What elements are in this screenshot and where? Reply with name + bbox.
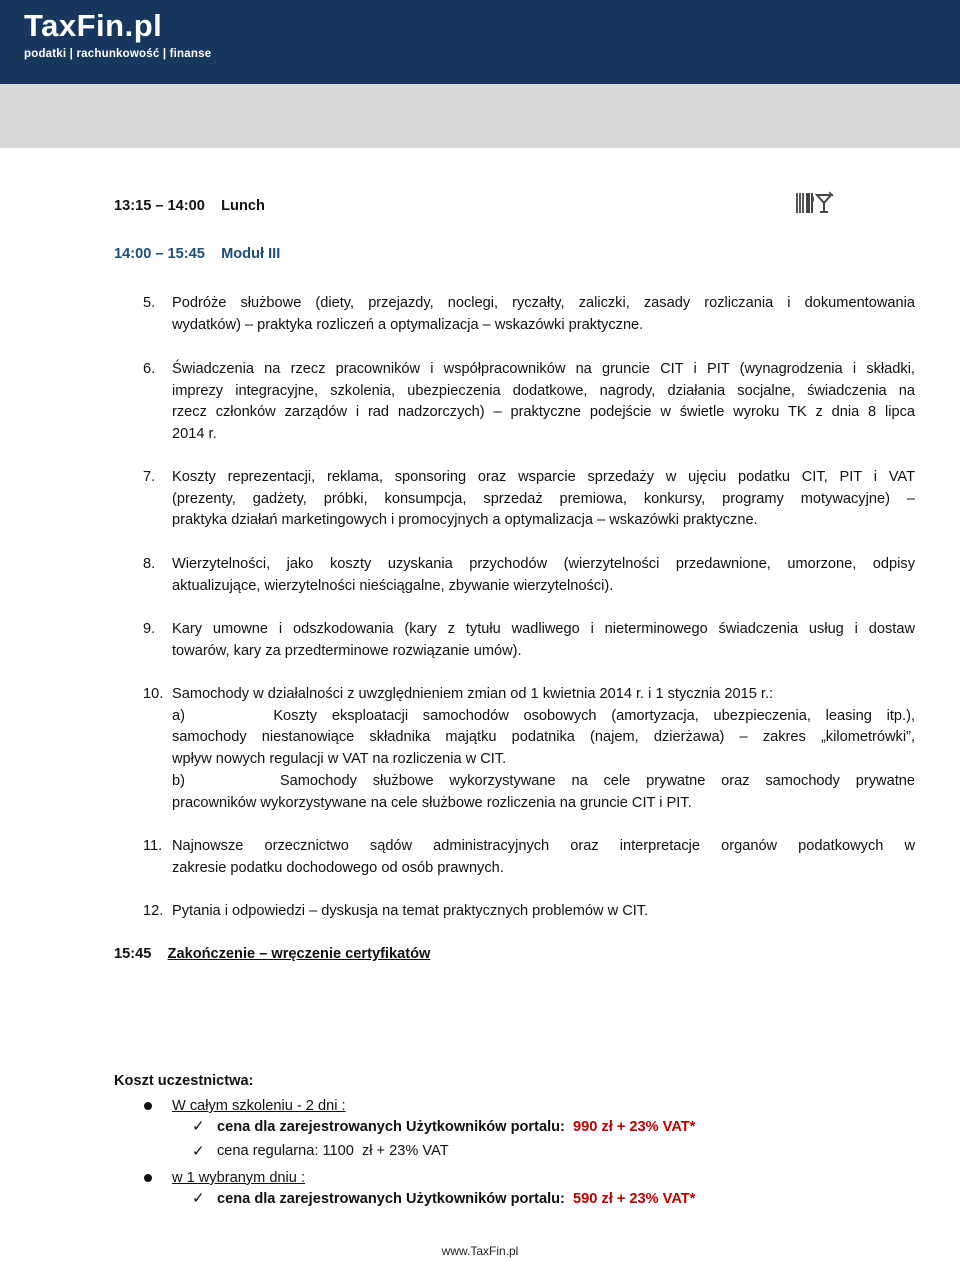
item-line: praktyka działań marketingowych i promocyjnych a optymalizacja – wskazówki praktyczne. [172,512,758,529]
closing-row [114,944,430,966]
cutlery-and-glass-icon [795,191,835,215]
lunch-time: 13:15 – 14:00 [114,198,205,214]
bullet-icon [144,1174,152,1182]
item-line: (prezenty, gadżety, próbki, konsumpcja, sprzedaż premiowa, konkursy, programy motywacyjne) – [172,490,915,507]
item-line: Koszty reprezentacji, reklama, sponsoring oraz wsparcie sprzedaży w ujęciu podatku CIT, PIT i VAT [172,469,915,485]
registered-price: 590 zł + 23% VAT* [573,1191,696,1207]
closing-time: 15:45 [114,946,152,962]
item-line: a) Koszty eksploatacji samochodów osobowych (amortyzacja, ubezpieczenia, leasing itp.), [172,707,915,724]
agenda-item-8 [172,554,915,597]
item-line: Najnowsze orzecznictwo sądów administracyjnych oraz interpretacje organów podatkowych w [172,838,915,854]
item-line: towarów, kary za przedterminowe rozwiązanie umów). [172,642,522,659]
module-time: 14:00 – 15:45 [114,246,205,262]
taxfin-logo[interactable] [24,8,211,60]
agenda-item-5 [172,293,915,336]
item-line: b) Samochody służbowe wykorzystywane na cele prywatne oraz samochody prywatne [172,772,915,789]
item-line: Wierzytelności, jako koszty uzyskania przychodów (wierzytelności przedawnione, umorzone, odpisy [172,556,915,572]
module-row [114,244,280,266]
module-label: Moduł III [221,246,281,262]
checkmark-icon: ✓ [192,1143,205,1160]
item-line: wydatków) – praktyka rozliczeń a optymalizacja – wskazówki praktyczne. [172,316,644,333]
bullet-icon [144,1102,152,1110]
registered-price: 990 zł + 23% VAT* [573,1119,696,1135]
header-bar [0,0,960,84]
logo-tagline: podatki | rachunkowość | finanse [24,48,212,60]
checkmark-icon: ✓ [192,1118,205,1135]
lunch-row [114,196,265,218]
closing-label: Zakończenie – wręczenie certyfikatów [167,946,431,962]
registered-price-label: cena dla zarejestrowanych Użytkowników portalu: [217,1191,565,1207]
option-day-registered-row [217,1189,695,1211]
footer-url[interactable]: www.TaxFin.pl [441,1244,519,1258]
regular-price: cena regularna: 1100 zł + 23% VAT [217,1143,449,1159]
item-line: rzecz członków zarządów i rad nadzorczych) – praktyczne podejście w świetle wyroku TK z dnia 8 lipca [172,404,915,421]
item-line: Kary umowne i odszkodowania (kary z tytułu wadliwego i nieterminowego świadczenia usług i dostaw [172,621,915,637]
agenda-item-6 [172,359,915,446]
agenda-item-9 [172,619,915,662]
item-line: Podróże służbowe (diety, przejazdy, noclegi, ryczałty, zaliczki, zasady rozliczania i dokumentowania [172,295,915,311]
item-number: 8. [143,556,156,572]
item-number: 10. [143,686,164,702]
option-full-label: W całym szkoleniu - 2 dni : [172,1098,346,1114]
agenda-item-12 [172,901,915,923]
agenda-item-11 [172,836,915,879]
header-subbar [0,84,960,148]
registered-price-label: cena dla zarejestrowanych Użytkowników portalu: [217,1119,565,1135]
item-line: wpływ nowych regulacji w VAT na rozliczenia w CIT. [172,751,507,768]
item-number: 5. [143,295,156,311]
item-number: 9. [143,621,156,637]
option-full-registered-row [217,1117,695,1139]
checkmark-icon: ✓ [192,1190,205,1207]
item-number: 7. [143,469,156,485]
item-line: aktualizujące, wierzytelności nieściągalne, zbywanie wierzytelności). [172,577,614,594]
cost-title: Koszt uczestnictwa: [114,1073,254,1089]
item-number: 12. [143,903,164,919]
item-line: zakresie podatku dochodowego od osób prawnych. [172,859,504,876]
option-day-label: w 1 wybranym dniu : [172,1170,306,1186]
agenda-item-10 [172,684,915,814]
agenda-item-7 [172,467,915,532]
item-line: pracowników wykorzystywane na cele służbowe rozliczenia na gruncie CIT i PIT. [172,794,692,811]
item-line: imprezy integracyjne, szkolenia, ubezpieczenia dodatkowe, nagrody, działania socjalne, świadczenia na [172,382,915,399]
item-line: 2014 r. [172,426,217,443]
item-line: Samochody w działalności z uwzględnieniem zmian od 1 kwietnia 2014 r. i 1 stycznia 2015 r.: [172,686,774,702]
lunch-label: Lunch [221,198,265,214]
item-number: 6. [143,361,156,377]
item-number: 11. [143,838,163,854]
item-line: Świadczenia na rzecz pracowników i współpracowników na gruncie CIT i PIT (wynagrodzenia i składki, [172,361,915,377]
item-line: samochody niestanowiące składnika majątku podatnika (najem, dzierżawa) – zakres „kilometrówki”, [172,729,915,746]
item-line: Pytania i odpowiedzi – dyskusja na temat praktycznych problemów w CIT. [172,903,649,919]
logo-text: TaxFin.pl [24,8,163,43]
